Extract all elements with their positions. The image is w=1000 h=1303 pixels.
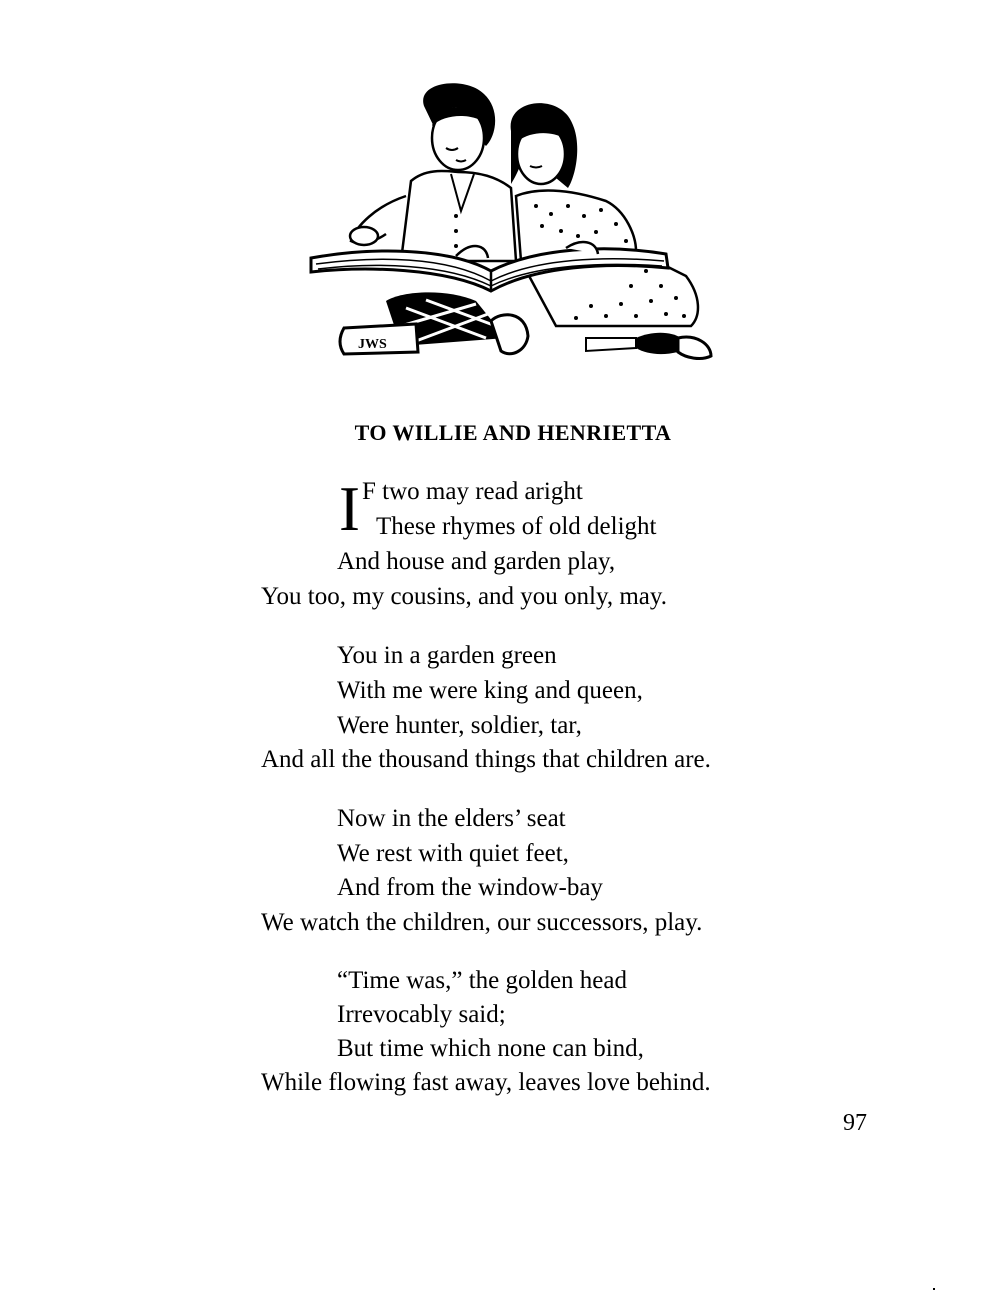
poem-line: With me were king and queen, (337, 677, 643, 704)
children-reading-illustration (306, 76, 718, 364)
poem-line: Now in the elders’ seat (337, 805, 566, 832)
poem-line: We rest with quiet feet, (337, 840, 569, 867)
boy-figure (340, 83, 528, 354)
poem-line: You in a garden green (337, 642, 557, 669)
artist-initials: JWS (358, 337, 387, 352)
poem-title: TO WILLIE AND HENRIETTA (354, 420, 672, 445)
page-number: 97 (843, 1110, 867, 1136)
poem-line: And all the thousand things that children are. (261, 746, 711, 773)
girl-figure (511, 103, 711, 358)
poem-line: While flowing fast away, leaves love behind. (261, 1069, 711, 1096)
poem-line: You too, my cousins, and you only, may. (261, 583, 668, 610)
drop-cap: I (339, 474, 360, 544)
poem-line: Irrevocably said; (337, 1001, 506, 1028)
poem-line: F two may read aright (362, 478, 583, 505)
scan-speck (933, 1288, 935, 1290)
poem-line: And house and garden play, (337, 548, 616, 575)
poem-line: These rhymes of old delight (376, 513, 657, 540)
poem-line: We watch the children, our successors, play. (261, 909, 703, 936)
poem-line: But time which none can bind, (337, 1035, 644, 1062)
poem-line: And from the window-bay (337, 874, 603, 901)
poem-line: Were hunter, soldier, tar, (337, 712, 582, 739)
poem-line: “Time was,” the golden head (337, 967, 627, 994)
